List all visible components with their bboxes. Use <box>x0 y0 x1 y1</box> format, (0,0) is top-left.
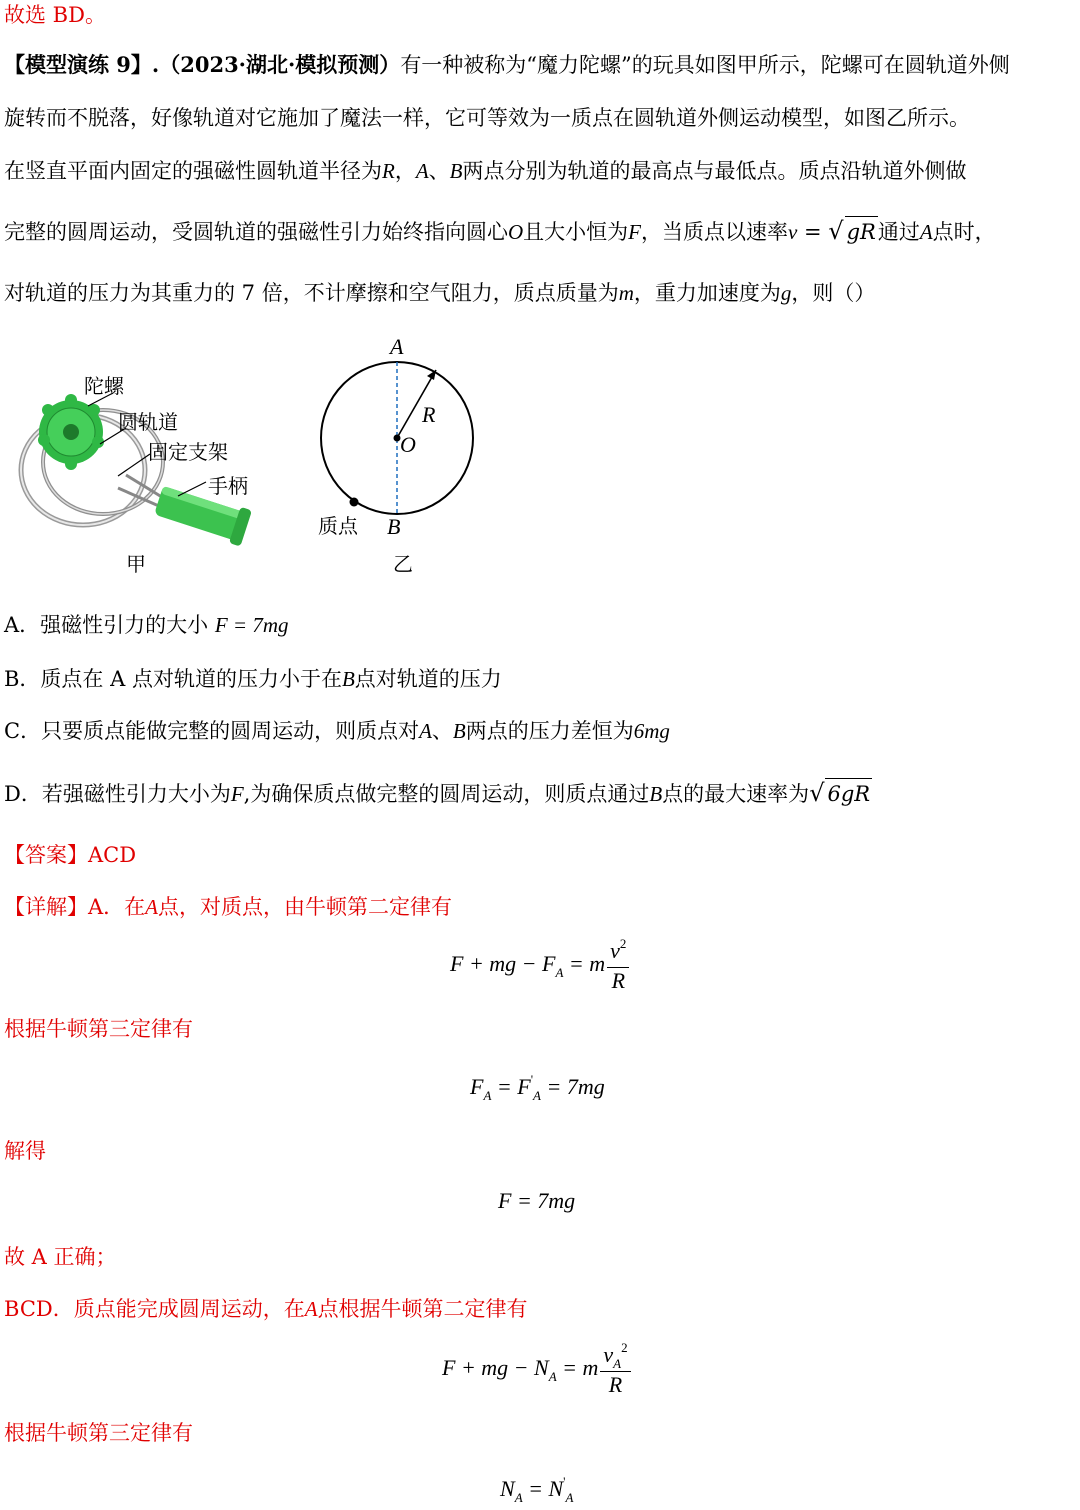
label-support: 固定支架 <box>148 440 228 464</box>
option-D[interactable]: D．若强磁性引力大小为F,为确保质点做完整的圆周运动，则质点通过B点的最大速率为√ 6gR <box>4 778 872 809</box>
label-handle: 手柄 <box>208 474 248 498</box>
answer-line: 【答案】ACD <box>4 843 137 867</box>
equation-newton2-NA: F + mg − $N_A = m$ $\frac{v_A^2}{R}$ <box>442 1342 631 1398</box>
problem-title: 【模型演练 9】.（2023·湖北·模拟预测） <box>4 52 401 77</box>
equation-third-law-NA: $N_A = N'_A$ <box>500 1474 574 1505</box>
equation-result-F: F = 7mg <box>498 1188 576 1213</box>
prev-answer-line: 故选 BD。 <box>4 3 106 27</box>
option-C[interactable]: C．只要质点能做完整的圆周运动，则质点对A、B两点的压力差恒为6mg <box>4 719 670 743</box>
third-law-line-2: 根据牛顿第三定律有 <box>4 1421 193 1445</box>
caption-yi: 乙 <box>393 552 413 576</box>
equation-third-law-A: $F_A = F'_A = 7mg$ <box>470 1072 605 1103</box>
problem-line-5: 对轨道的压力为其重力的 7 倍，不计摩擦和空气阻力，质点质量为m，重力加速度为g，则（） <box>4 281 876 305</box>
problem-header-line: 【模型演练 9】.（2023·湖北·模拟预测）有一种被称为“魔力陀螺”的玩具如图甲所示，陀螺可在圆轨道外侧 <box>4 52 1010 77</box>
problem-line-4: 完整的圆周运动，受圆轨道的强磁性引力始终指向圆心O且大小恒为F，当质点以速率v = √ gR通过A点时， <box>4 216 996 247</box>
equation-newton2-A: F + mg − $F_A = m$ $\frac{v^2}{R}$ <box>450 938 629 994</box>
conclusion-A-line: 故 A 正确； <box>4 1245 117 1269</box>
point-A-label: A <box>390 334 404 359</box>
problem-line-3: 在竖直平面内固定的强磁性圆轨道半径为R，A、B两点分别为轨道的最高点与最低点。质点沿轨道外侧做 <box>4 159 967 183</box>
particle-label: 质点 <box>318 514 358 538</box>
option-A[interactable]: A．强磁性引力的大小 F = 7mg <box>4 613 289 637</box>
detail-line: 【详解】A．在A点，对质点，由牛顿第二定律有 <box>4 895 452 919</box>
center-O-label: O <box>400 432 416 457</box>
caption-jia: 甲 <box>126 552 146 576</box>
solve-line: 解得 <box>4 1139 46 1163</box>
option-B[interactable]: B．质点在 A 点对轨道的压力小于在B点对轨道的压力 <box>4 667 502 691</box>
radius-R-label: R <box>422 402 436 427</box>
label-track: 圆轨道 <box>118 410 178 434</box>
label-gyro: 陀螺 <box>84 374 124 398</box>
toy-illustration <box>8 370 268 550</box>
bcd-line: BCD．质点能完成圆周运动，在A点根据牛顿第二定律有 <box>4 1297 528 1321</box>
point-B-label: B <box>387 514 401 539</box>
problem-line-2: 旋转而不脱落，好像轨道对它施加了魔法一样，它可等效为一质点在圆轨道外侧运动模型，如图乙所示。 <box>4 106 970 130</box>
third-law-line-1: 根据牛顿第三定律有 <box>4 1017 193 1041</box>
